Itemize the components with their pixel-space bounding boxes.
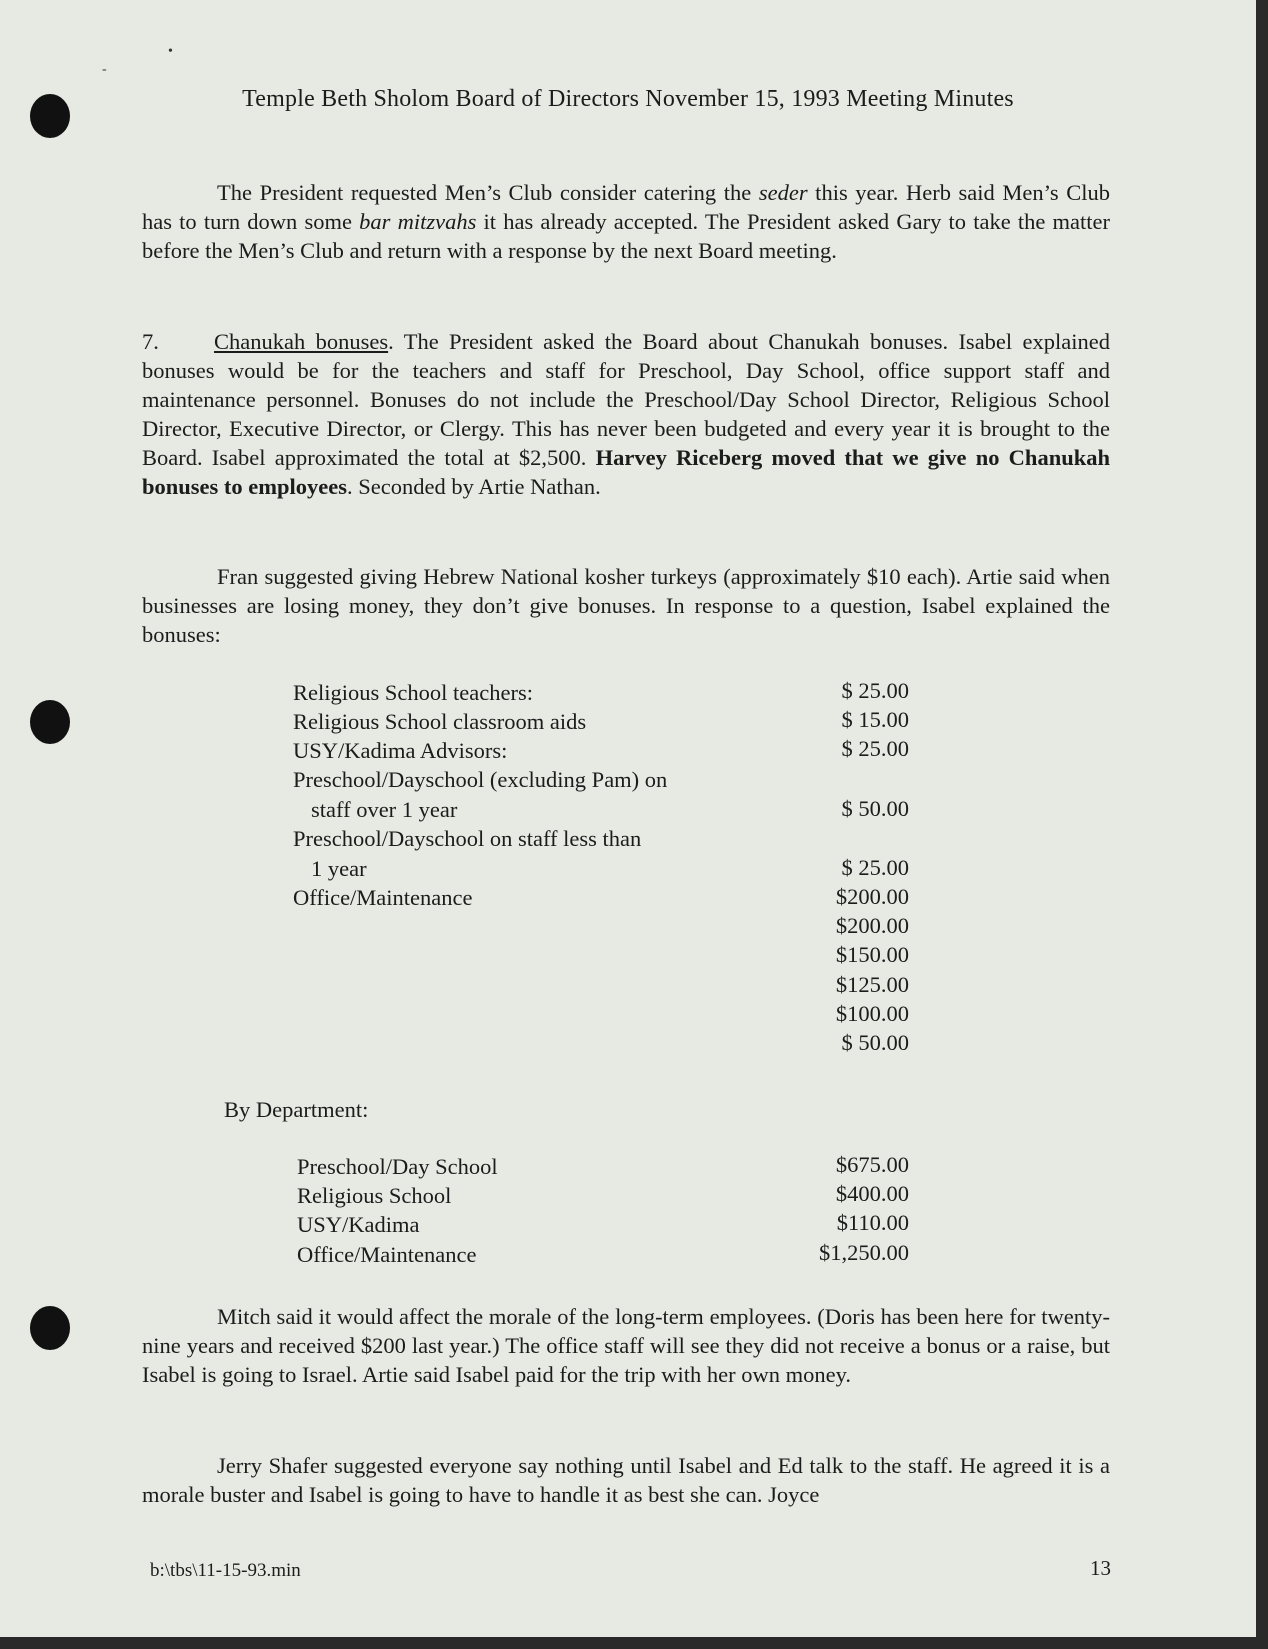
bonus-label: Preschool/Dayschool (excluding Pam) on — [293, 767, 668, 792]
department-amount: $110.00 — [836, 1210, 909, 1235]
bonus-amount: $150.00 — [835, 942, 909, 967]
department-amount: $675.00 — [835, 1152, 909, 1177]
bonus-amount: $ 50.00 — [841, 796, 909, 821]
text: . The President asked the Board about Chanukah bonuses. Isabel explained bonuses would be for the teachers and staff for Preschool, Day School, office support staff and maintenance personnel. Bonuses do not include the Preschool/Day School Director, Religious School Director, Executive Director, or Clergy. This has never been budgeted and every year it is brought to the Board. Isabel approximated the total at $2,500. — [142, 329, 1110, 470]
bonus-amount: $ 50.00 — [841, 1030, 909, 1055]
item-heading: Chanukah bonuses — [214, 329, 389, 354]
department-amount: $1,250.00 — [819, 1240, 909, 1265]
bonus-amount: $200.00 — [835, 913, 909, 938]
stray-mark: • — [168, 44, 173, 59]
text: it has already accepted. The President asked Gary to take the matter before the Men’s Club and return with a response by the next Board meeting. — [142, 209, 1111, 263]
department-label: Office/Maintenance — [297, 1242, 477, 1267]
file-path: b:\tbs\11-15-93.min — [150, 1560, 301, 1581]
page-number: 13 — [1090, 1556, 1111, 1580]
department-label: Preschool/Day School — [297, 1154, 498, 1179]
bonus-amount: $125.00 — [835, 972, 909, 997]
bonus-amount: $200.00 — [835, 884, 909, 909]
department-label: Religious School — [297, 1183, 452, 1208]
bonus-label: USY/Kadima Advisors: — [293, 738, 508, 763]
paragraph-jerry-shafer: Jerry Shafer suggested everyone say nothing until Isabel and Ed talk to the staff. He agreed it is a morale buster and Isabel is going to have to handle it as best she can. Joyce — [142, 1453, 1110, 1507]
paragraph-turkeys: Fran suggested giving Hebrew National kosher turkeys (approximately $10 each). Artie said when businesses are losing money, they don’t give bonuses. In response to a question, Isabel explained the bonuses: — [142, 564, 1110, 647]
text: The President requested Men’s Club consider catering the — [217, 180, 759, 205]
binder-hole — [30, 1306, 70, 1350]
binder-hole — [30, 700, 70, 744]
bonus-label: Office/Maintenance — [293, 885, 473, 910]
item-number: 7. — [142, 329, 159, 354]
italic-text: seder — [758, 180, 808, 205]
bonus-amount: $ 25.00 — [841, 736, 909, 761]
paragraph-chanukah-bonuses — [142, 327, 1110, 501]
bonus-amount: $100.00 — [835, 1001, 909, 1026]
bonus-label: Religious School teachers: — [293, 680, 533, 705]
text: . Seconded by Artie Nathan. — [347, 474, 601, 499]
bonus-label: staff over 1 year — [311, 797, 458, 822]
text: this year. Herb said Men’s Club has to turn down some — [142, 180, 1110, 234]
bonus-amount: $ 25.00 — [841, 678, 909, 703]
stray-mark: ‐ — [102, 62, 107, 77]
department-amount: $400.00 — [835, 1181, 909, 1206]
motion-text: Harvey Riceberg moved that we give no Chanukah bonuses to employees — [142, 445, 1110, 499]
bonus-label: Preschool/Dayschool on staff less than — [293, 826, 642, 851]
bonus-amount: $ 25.00 — [841, 855, 909, 880]
paragraph-morale: Mitch said it would affect the morale of the long-term employees. (Doris has been here for twenty-nine years and received $200 last year.) The office staff will see they did not receive a bonus or a raise, but Isabel is going to Israel. Artie said Isabel paid for the trip with her own money. — [142, 1304, 1110, 1387]
italic-text: bar mitzvahs — [359, 209, 477, 234]
department-label: USY/Kadima — [297, 1212, 420, 1237]
by-department-label: By Department: — [224, 1097, 369, 1122]
bonus-label: Religious School classroom aids — [293, 709, 587, 734]
bonus-label: 1 year — [311, 856, 367, 881]
paragraph-seder — [142, 178, 1110, 265]
bonus-amount: $ 15.00 — [841, 707, 909, 732]
page-title: Temple Beth Sholom Board of Directors November 15, 1993 Meeting Minutes — [242, 86, 1014, 112]
